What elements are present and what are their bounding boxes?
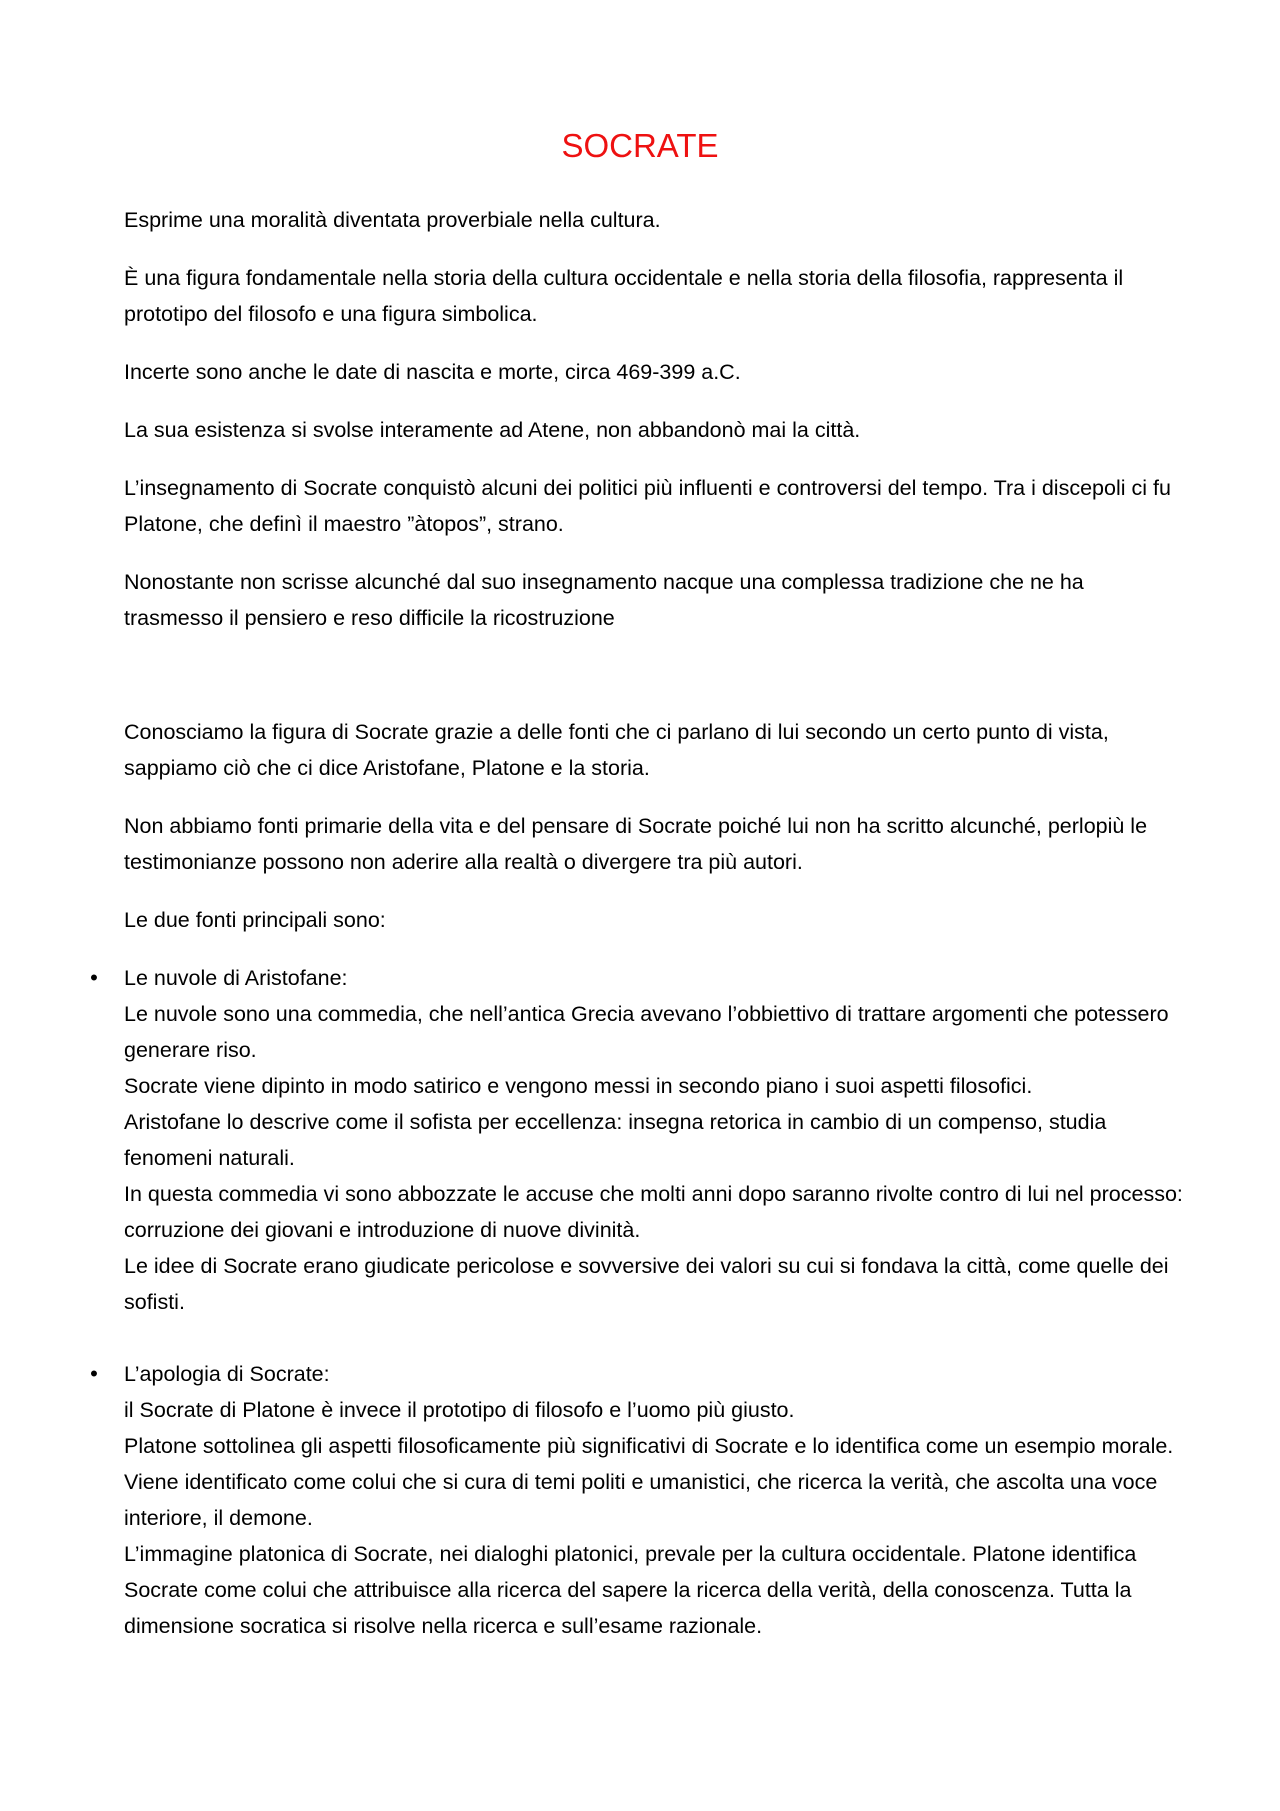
bullet-heading: Le nuvole di Aristofane:: [124, 966, 348, 990]
paragraph-tradition: Nonostante non scrisse alcunché dal suo insegnamento nacque una complessa tradizione che ne ha trasmesso il pensiero e reso difficile la ricostruzione: [124, 570, 1084, 630]
bullet-heading: L’apologia di Socrate:: [124, 1362, 330, 1386]
paragraph-athens: La sua esistenza si svolse interamente ad Atene, non abbandonò mai la città.: [124, 418, 861, 442]
page-title: SOCRATE: [561, 127, 719, 164]
paragraph-fundamental-figure: È una figura fondamentale nella storia della cultura occidentale e nella storia della filosofia, rappresenta il prototipo del filosofo e una figura simbolica.: [124, 266, 1124, 326]
bullet-line: Le idee di Socrate erano giudicate pericolose e sovversive dei valori su cui si fondava la città, come quelle dei sofisti.: [124, 1254, 1169, 1314]
document-body: [90, 202, 1184, 1680]
bullet-line: Le nuvole sono una commedia, che nell’antica Grecia avevano l’obbiettivo di trattare argomenti che potessero generare riso.: [124, 1002, 1169, 1062]
bullet-line: il Socrate di Platone è invece il prototipo di filosofo e l’uomo più giusto.: [124, 1398, 795, 1422]
bullet-item-apologia: [90, 1356, 1184, 1644]
bullet-line: Socrate viene dipinto in modo satirico e vengono messi in secondo piano i suoi aspetti filosofici.: [124, 1074, 1033, 1098]
paragraph-dates: Incerte sono anche le date di nascita e morte, circa 469-399 a.C.: [124, 360, 741, 384]
bullet-item-aristofane: [90, 960, 1184, 1320]
bullet-line: Platone sottolinea gli aspetti filosoficamente più significativi di Socrate e lo identifica come un esempio morale. Viene identificato come colui che si cura di temi politi e umanistici, che ricerca la verità, che ascolta una voce interiore, il demone.: [124, 1434, 1174, 1530]
bullet-line: L’immagine platonica di Socrate, nei dialoghi platonici, prevale per la cultura occidentale. Platone identifica Socrate come colui che attribuisce alla ricerca del sapere la ricerca della verità, della conoscenza. Tutta la dimensione socratica si risolve nella ricerca e sull’esame razionale.: [124, 1542, 1137, 1638]
bullet-icon: •: [90, 1361, 98, 1386]
paragraph-morality: Esprime una moralità diventata proverbiale nella cultura.: [124, 208, 661, 232]
paragraph-teaching: L’insegnamento di Socrate conquistò alcuni dei politici più influenti e controversi del tempo. Tra i discepoli ci fu Platone, che definì il maestro ”àtopos”, strano.: [124, 476, 1171, 536]
paragraph-main-sources: Le due fonti principali sono:: [124, 908, 386, 932]
bullet-line: Aristofane lo descrive come il sofista per eccellenza: insegna retorica in cambio di un compenso, studia fenomeni naturali.: [124, 1110, 1107, 1170]
bullet-icon: •: [90, 965, 98, 990]
paragraph-sources-intro: Conosciamo la figura di Socrate grazie a delle fonti che ci parlano di lui secondo un certo punto di vista, sappiamo ciò che ci dice Aristofane, Platone e la storia.: [124, 720, 1109, 780]
paragraph-no-primary-sources: Non abbiamo fonti primarie della vita e del pensare di Socrate poiché lui non ha scritto alcunché, perlopiù le testimonianze possono non aderire alla realtà o divergere tra più autori.: [124, 814, 1148, 874]
empty-line: [124, 658, 1184, 714]
bullet-line: In questa commedia vi sono abbozzate le accuse che molti anni dopo saranno rivolte contro di lui nel processo: corruzione dei giovani e introduzione di nuove divinità.: [124, 1182, 1183, 1242]
